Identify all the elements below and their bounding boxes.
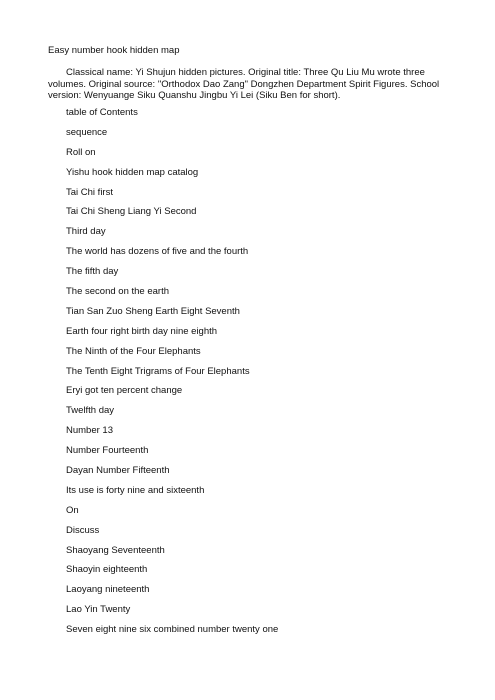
contents-list [66, 106, 278, 643]
contents-item: Yishu hook hidden map catalog [66, 166, 199, 178]
contents-item: Tian San Zuo Sheng Earth Eight Seventh [66, 305, 240, 317]
contents-item: Earth four right birth day nine eighth [66, 325, 218, 337]
contents-item: Roll on [66, 146, 96, 158]
contents-item: Lao Yin Twenty [66, 604, 131, 616]
document-title: Easy number hook hidden map [48, 45, 180, 56]
contents-item: Discuss [66, 524, 100, 536]
contents-item: Its use is forty nine and sixteenth [66, 484, 205, 496]
contents-item: Tai Chi first [66, 186, 113, 198]
contents-item: The Ninth of the Four Elephants [66, 345, 201, 357]
contents-item: Eryi got ten percent change [66, 385, 183, 397]
contents-item: Number 13 [66, 425, 113, 437]
contents-item: Dayan Number Fifteenth [66, 465, 170, 477]
contents-item: The fifth day [66, 266, 119, 278]
contents-item: Tai Chi Sheng Liang Yi Second [66, 206, 197, 218]
contents-item: Third day [66, 226, 106, 238]
contents-item: Seven eight nine six combined number twenty one [66, 624, 279, 636]
intro-paragraph: Classical name: Yi Shujun hidden pictures. Original title: Three Qu Liu Mu wrote three volumes. Original source: "Orthodox Dao Zang" Dongzhen Department Spirit Figures. School version: Wenyuange Siku Quanshu Jingbu Yi Lei (Siku Ben for short). [48, 67, 440, 101]
contents-item: Laoyang nineteenth [66, 584, 150, 596]
contents-item: table of Contents [66, 107, 138, 118]
contents-item: On [66, 504, 79, 516]
contents-item: Shaoyang Seventeenth [66, 544, 165, 556]
contents-item: The Tenth Eight Trigrams of Four Elephants [66, 365, 250, 377]
contents-item: Shaoyin eighteenth [66, 564, 148, 576]
contents-item: The world has dozens of five and the fourth [66, 246, 249, 258]
contents-item: Twelfth day [66, 405, 115, 417]
contents-item: sequence [66, 126, 108, 138]
contents-item: The second on the earth [66, 286, 169, 298]
contents-item: Number Fourteenth [66, 445, 149, 457]
